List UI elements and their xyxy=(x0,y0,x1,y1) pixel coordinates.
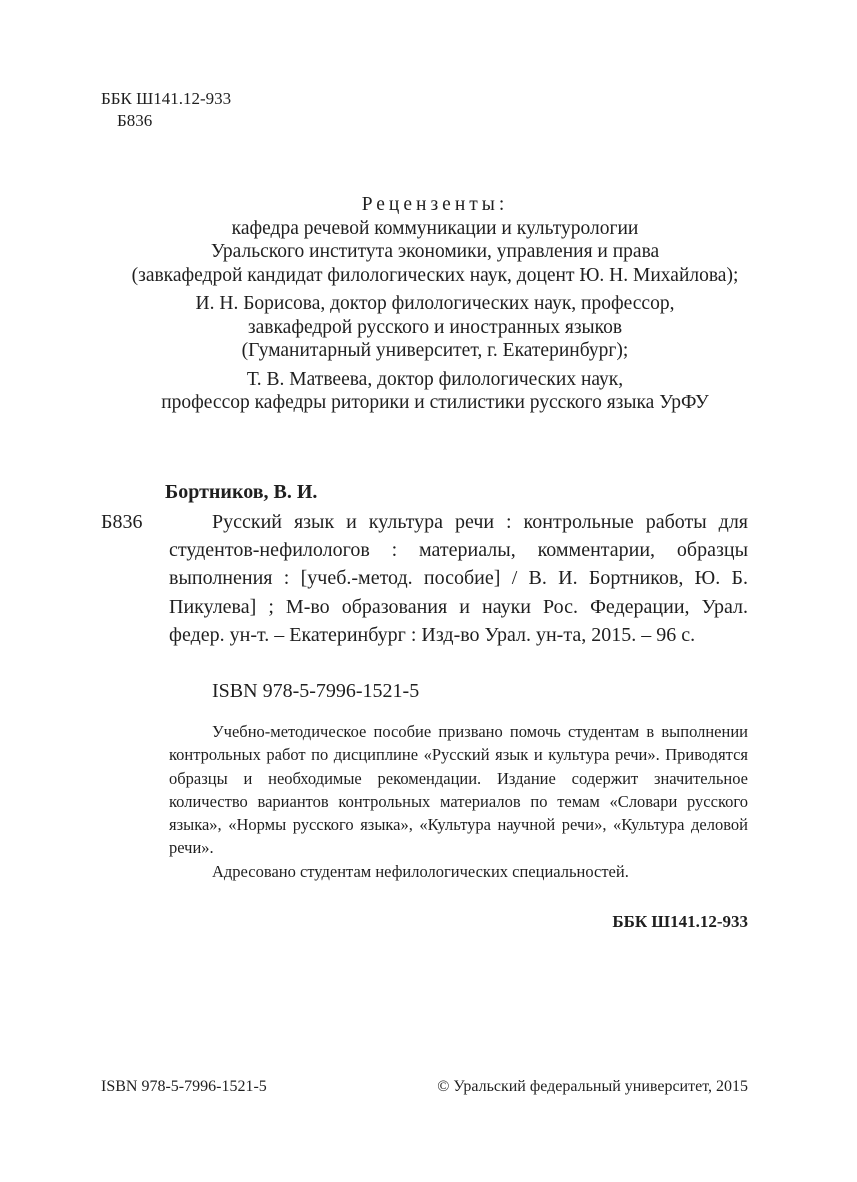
footer-isbn: ISBN 978-5-7996-1521-5 xyxy=(101,1078,267,1095)
reviewer-line: Уральского института экономики, управления и права xyxy=(210,241,660,262)
reviewers-section xyxy=(60,193,810,415)
catalog-code: Б836 xyxy=(101,511,143,533)
reviewer-block-2 xyxy=(60,292,810,363)
classification-block xyxy=(101,88,231,132)
reviewer-line: И. Н. Борисова, доктор филологических наук, профессор, xyxy=(195,293,675,314)
catalog-author: Бортников, В. И. xyxy=(165,481,318,503)
author-mark: Б836 xyxy=(117,111,153,130)
annotation-paragraph: Учебно-методическое пособие призвано помочь студентам в выполнении контрольных работ по дисциплине «Русский язык и культура речи». Приводятся образцы и необходимые рекомендации. Издание содержит значительное количество вариантов контрольных материалов по темам «Словари русского языка», «Нормы русского языка», «Культура научной речи», «Культура деловой речи». xyxy=(169,722,748,858)
reviewers-heading: Рецензенты: xyxy=(361,194,509,215)
bbk-code: ББК Ш141.12-933 xyxy=(101,89,232,108)
annotation xyxy=(169,720,748,883)
reviewer-line: кафедра речевой коммуникации и культурологии xyxy=(231,217,639,239)
reviewer-line: профессор кафедры риторики и стилистики русского языка УрФУ xyxy=(161,392,709,413)
reviewer-line: (Гуманитарный университет, г. Екатеринбург); xyxy=(241,340,629,361)
reviewer-line: (завкафедрой кандидат филологических наук, доцент Ю. Н. Михайлова); xyxy=(131,264,739,286)
reviewer-block-1 xyxy=(60,217,810,288)
footer-copyright: © Уральский федеральный университет, 2015 xyxy=(437,1078,748,1095)
annotation-paragraph: Адресовано студентам нефилологических специальностей. xyxy=(212,861,629,881)
catalog-isbn: ISBN 978-5-7996-1521-5 xyxy=(212,680,420,702)
reviewer-block-3 xyxy=(60,368,810,415)
reviewer-line: Т. В. Матвеева, доктор филологических наук, xyxy=(246,368,624,390)
catalog-description: Русский язык и культура речи : контрольные работы для студентов-нефилологов : материалы, комментарии, образцы выполнения : [учеб.-метод. пособие] / В. И. Бортников, Ю. Б. Пикулева] ; М-во образования и науки Рос. Федерации, Урал. федер. ун-т. – Екатеринбург : Изд-во Урал. ун-та, 2015. – 96 с. xyxy=(169,511,748,646)
bbk-code-bottom: ББК Ш141.12-933 xyxy=(612,912,748,931)
reviewer-line: завкафедрой русского и иностранных языков xyxy=(247,316,623,338)
